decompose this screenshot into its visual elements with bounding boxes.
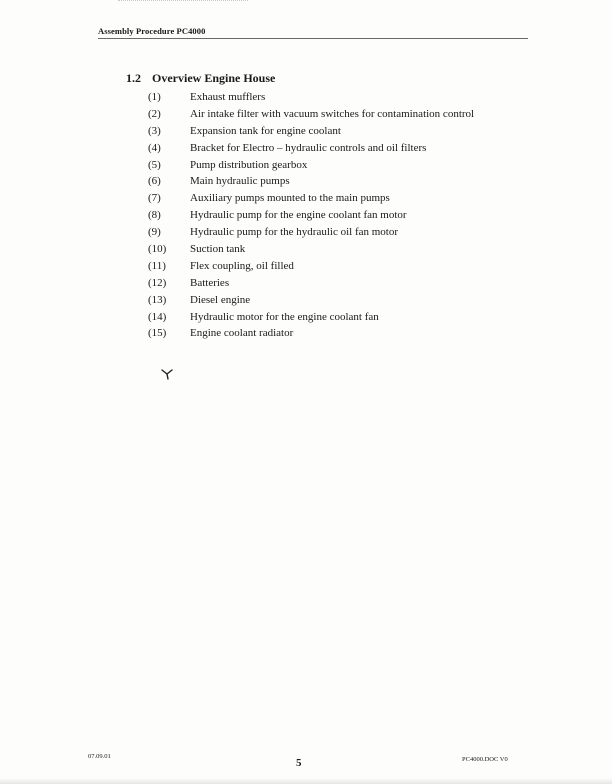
list-item	[148, 207, 474, 224]
list-item-number: (2)	[148, 107, 161, 120]
list-item-number: (5)	[148, 158, 161, 171]
list-item-text: Flex coupling, oil filled	[190, 259, 294, 272]
list-item	[148, 89, 474, 106]
list-item-number: (11)	[148, 259, 166, 272]
section-title: Overview Engine House	[152, 71, 276, 85]
list-item	[148, 325, 474, 342]
list-item-text: Exhaust mufflers	[190, 91, 266, 103]
footer-doc-reference: PC4000.DOC V0	[462, 756, 508, 763]
list-item	[148, 241, 474, 258]
list-item-text: Suction tank	[190, 243, 246, 256]
section-number: 1.2	[126, 71, 141, 85]
list-item-number: (12)	[148, 276, 167, 289]
list-item-text: Batteries	[190, 276, 230, 289]
list-item-number: (1)	[148, 91, 161, 103]
list-item-number: (9)	[148, 226, 161, 239]
scan-artifact	[118, 0, 248, 4]
list-item	[148, 258, 474, 275]
header-rule	[98, 38, 528, 39]
list-item-text: Bracket for Electro – hydraulic controls and oil filters	[190, 141, 427, 154]
list-item	[148, 123, 474, 140]
scan-bottom-edge	[0, 778, 612, 784]
list-item-number: (8)	[148, 209, 161, 222]
list-item	[148, 106, 474, 123]
section-heading	[126, 71, 275, 86]
list-item-number: (3)	[148, 124, 161, 137]
list-item-number: (15)	[148, 327, 167, 340]
list-item-number: (7)	[148, 192, 161, 205]
list-item-number: (4)	[148, 141, 161, 154]
page-header-title: Assembly Procedure PC4000	[98, 26, 206, 36]
footer-date: 07.09.01	[88, 753, 111, 760]
list-item	[148, 173, 474, 190]
list-item-number: (10)	[148, 243, 167, 256]
list-item	[148, 309, 474, 326]
list-item	[148, 140, 474, 157]
list-item	[148, 275, 474, 292]
list-item-text: Diesel engine	[190, 293, 251, 306]
list-item-text: Hydraulic pump for the engine coolant fan motor	[190, 209, 407, 222]
list-item-text: Main hydraulic pumps	[190, 175, 290, 188]
footer-page-number: 5	[296, 757, 302, 769]
list-item	[148, 292, 474, 309]
list-item-text: Auxiliary pumps mounted to the main pumps	[190, 192, 390, 205]
list-item-number: (14)	[148, 310, 167, 323]
list-item	[148, 190, 474, 207]
list-item	[148, 224, 474, 241]
list-item-text: Pump distribution gearbox	[190, 158, 308, 171]
list-item-text: Engine coolant radiator	[190, 327, 294, 340]
list-item-text: Hydraulic pump for the hydraulic oil fan motor	[190, 226, 399, 239]
list-item	[148, 157, 474, 174]
list-item-text: Air intake filter with vacuum switches for contamination control	[190, 107, 475, 120]
list-item-text: Hydraulic motor for the engine coolant fan	[190, 310, 379, 323]
list-item-number: (13)	[148, 293, 167, 306]
pen-mark-icon	[161, 368, 173, 380]
list-item-text: Expansion tank for engine coolant	[190, 124, 341, 137]
list-item-number: (6)	[148, 175, 161, 188]
component-list	[148, 89, 474, 342]
